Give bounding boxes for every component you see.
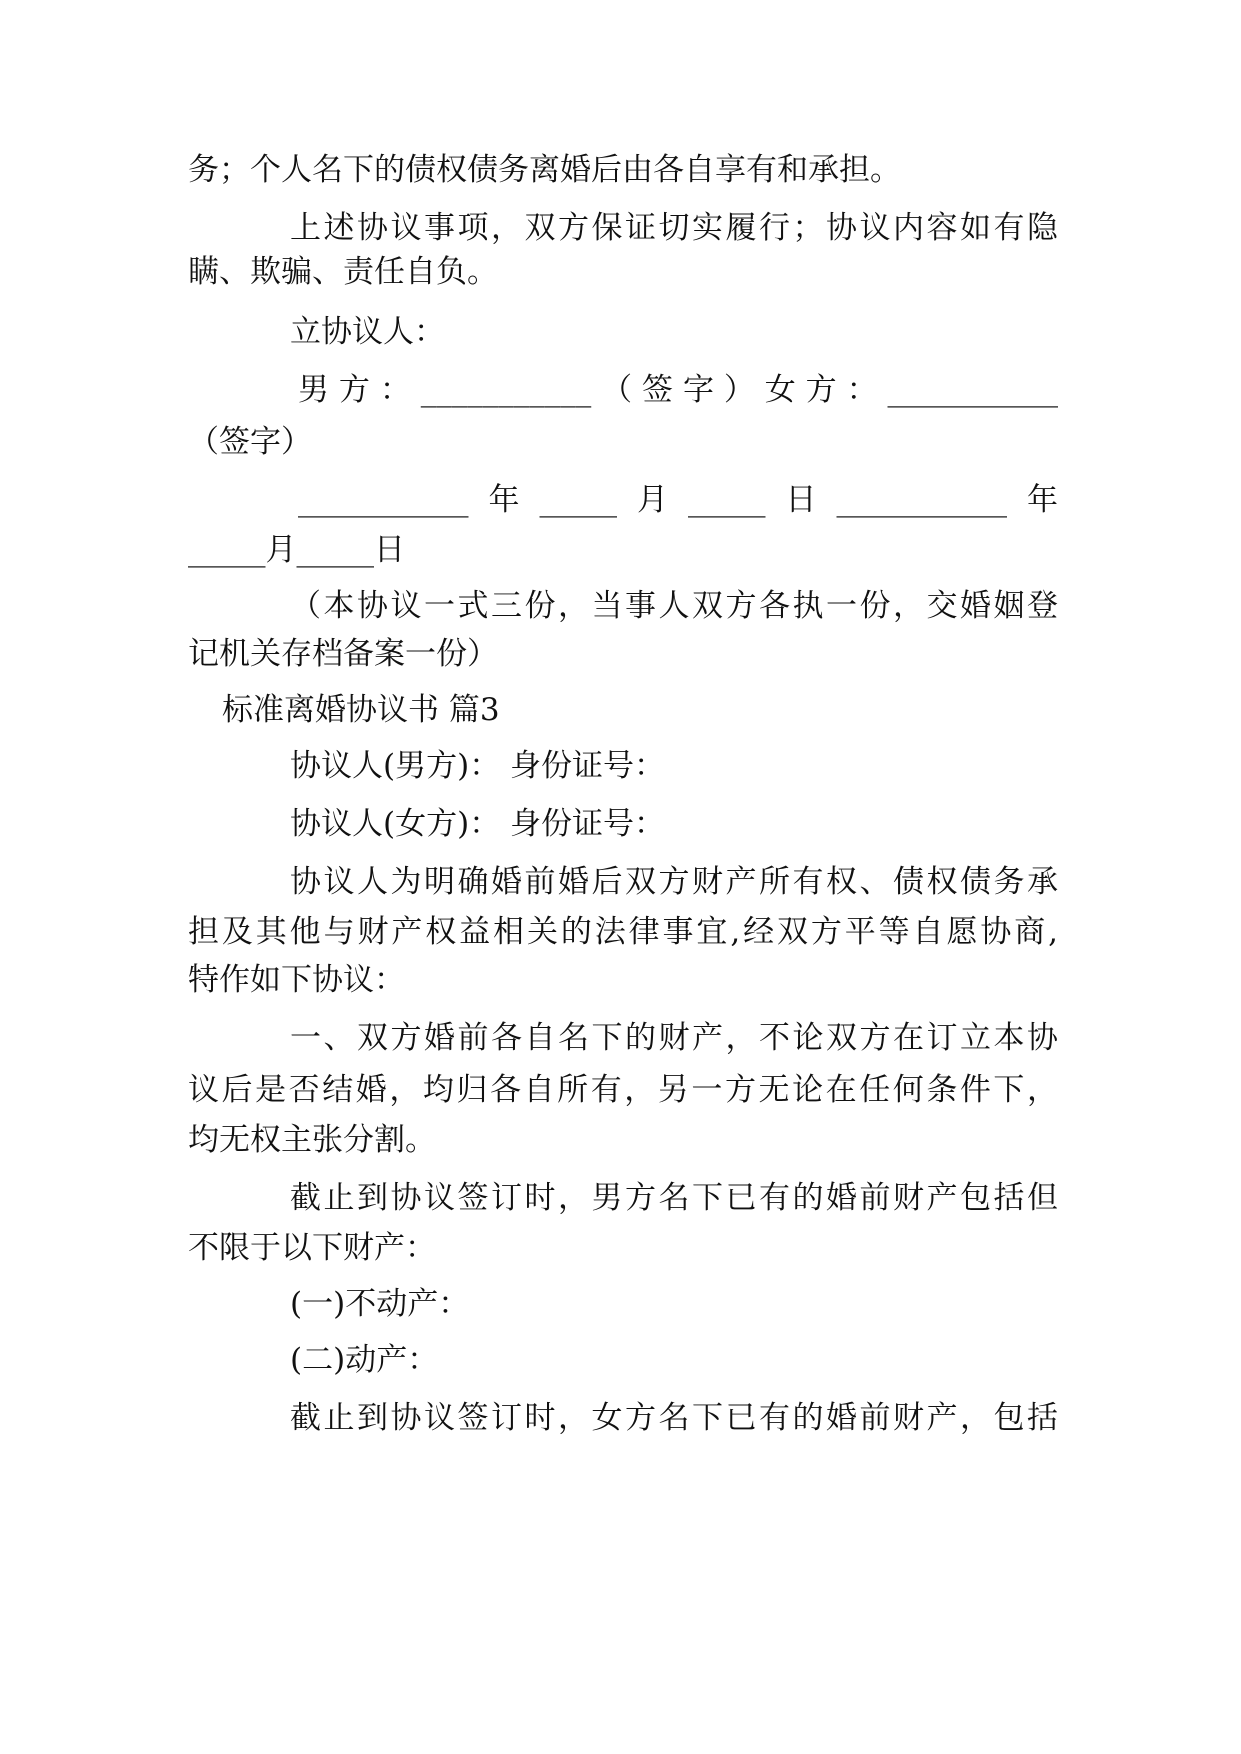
text-line: 上述协议事项，双方保证切实履行；协议内容如有隐 bbox=[290, 210, 1058, 246]
text-line: 一、双方婚前各自名下的财产，不论双方在订立本协 bbox=[290, 1020, 1058, 1056]
text-line: 截止到协议签订时，男方名下已有的婚前财产包括但 bbox=[290, 1180, 1058, 1216]
text-line: （签字） bbox=[188, 424, 312, 460]
text-line: 均无权主张分割。 bbox=[188, 1122, 436, 1158]
text-line: 担及其他与财产权益相关的法律事宜,经双方平等自愿协商, bbox=[188, 914, 1058, 950]
section-heading: 标准离婚协议书 篇3 bbox=[222, 692, 500, 728]
text-line: 不限于以下财产： bbox=[188, 1230, 436, 1266]
text-line: 截止到协议签订时，女方名下已有的婚前财产，包括 bbox=[290, 1400, 1058, 1436]
text-line: 瞒、欺骗、责任自负。 bbox=[188, 254, 498, 290]
text-line: 特作如下协议： bbox=[188, 962, 405, 998]
list-item: (二)动产： bbox=[290, 1342, 439, 1378]
signature-line: 男方：___________（签字）女方：___________ bbox=[298, 372, 1058, 408]
text-line: （本协议一式三份，当事人双方各执一份，交婚姻登 bbox=[290, 588, 1058, 624]
text-line: 协议人为明确婚前婚后双方财产所有权、债权债务承 bbox=[290, 864, 1058, 900]
text-line: 记机关存档备案一份） bbox=[188, 636, 498, 672]
date-line: _____月_____日 bbox=[188, 532, 405, 568]
party-line: 协议人(女方)： 身份证号： bbox=[290, 806, 666, 842]
party-line: 协议人(男方)： 身份证号： bbox=[290, 748, 666, 784]
text-line: 务；个人名下的债权债务离婚后由各自享有和承担。 bbox=[188, 152, 901, 188]
text-line: 议后是否结婚，均归各自所有，另一方无论在任何条件下， bbox=[188, 1072, 1058, 1108]
date-line: ___________年_____月_____日___________年 bbox=[298, 482, 1058, 518]
list-item: (一)不动产： bbox=[290, 1286, 470, 1322]
text-line: 立协议人： bbox=[290, 314, 445, 350]
